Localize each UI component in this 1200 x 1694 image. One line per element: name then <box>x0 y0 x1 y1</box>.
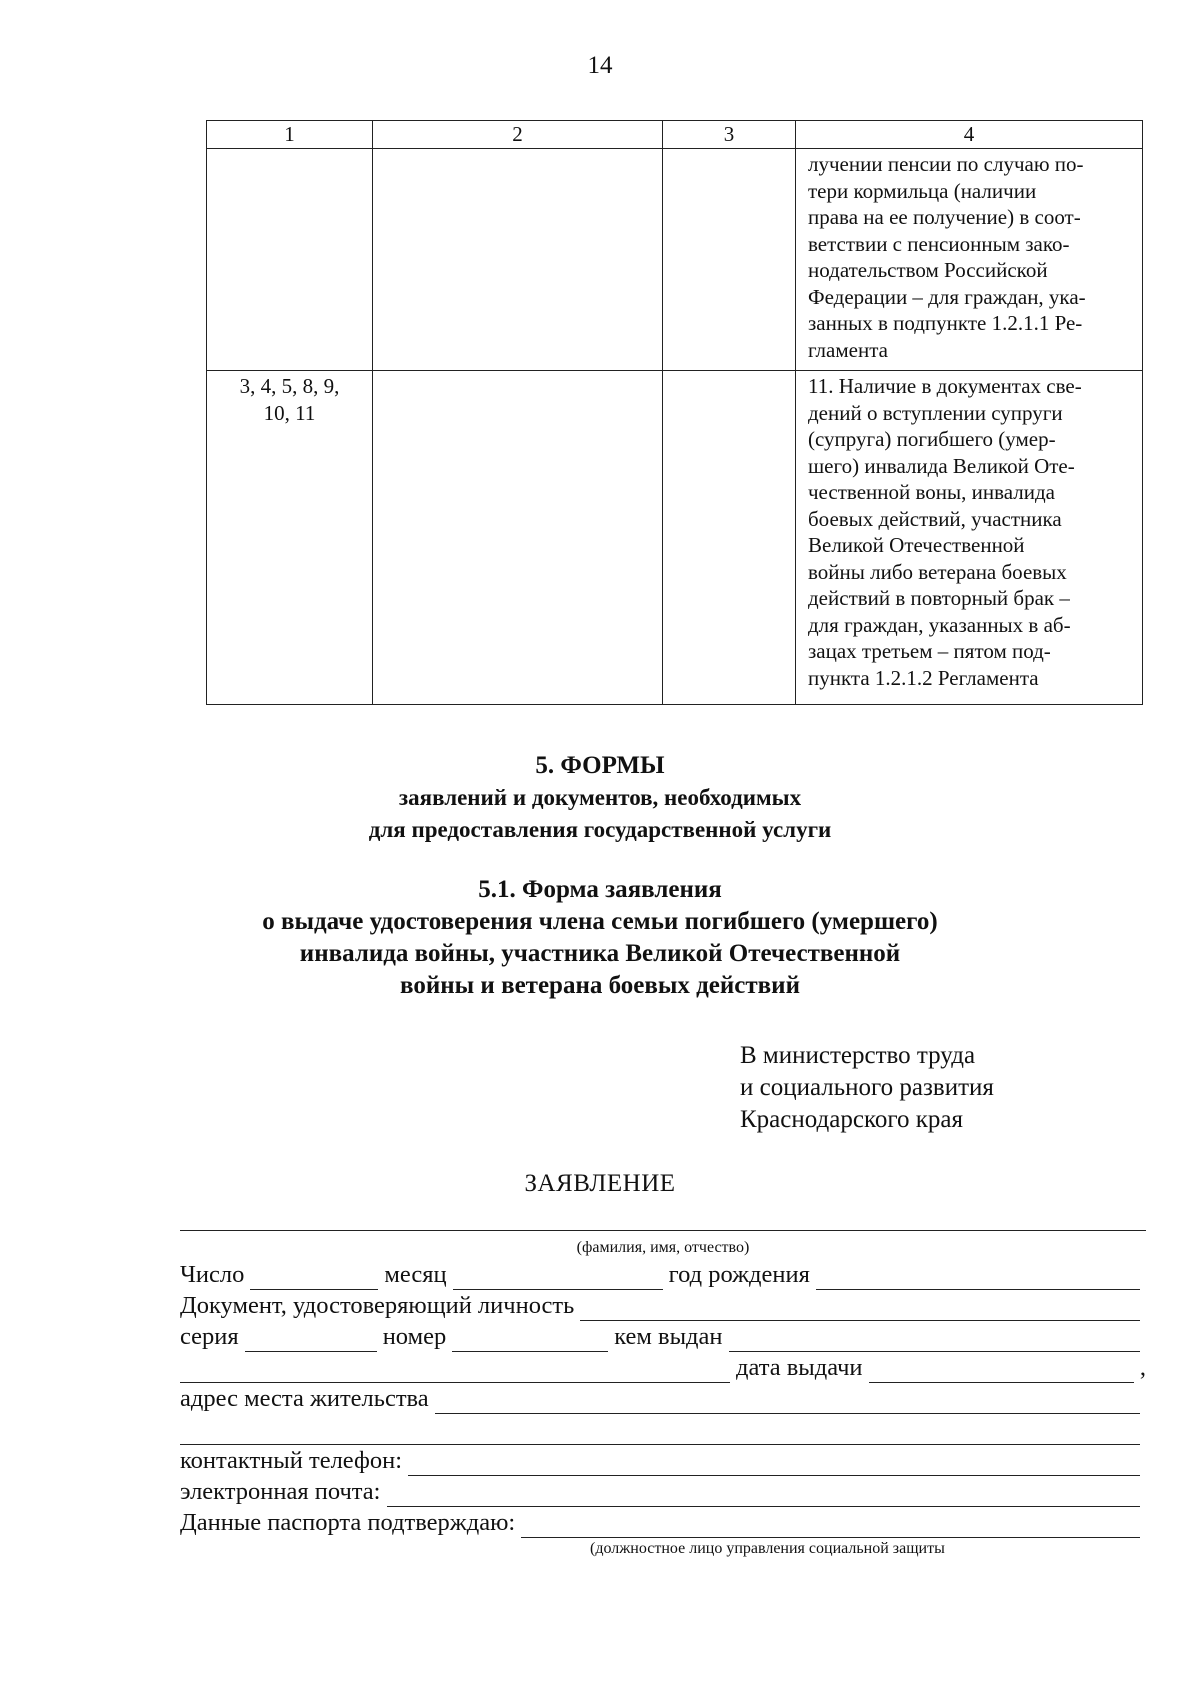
section-title: 5. ФОРМЫ <box>535 752 665 779</box>
cell-line: 11. Наличие в документах све- <box>808 374 1082 398</box>
id-document-row <box>180 1290 1146 1321</box>
issued-by-continuation-field[interactable] <box>180 1358 730 1383</box>
address-row <box>180 1383 1146 1414</box>
cell-line: занных в подпункте 1.2.1.1 Ре- <box>808 311 1083 335</box>
table-cell-requirement <box>796 371 1143 705</box>
address-field[interactable] <box>435 1389 1140 1414</box>
email-label: электронная почта: <box>180 1478 381 1505</box>
month-label: месяц <box>384 1261 447 1288</box>
phone-label: контактный телефон: <box>180 1447 403 1474</box>
passport-confirm-row <box>180 1507 1146 1538</box>
phone-row <box>180 1445 1146 1476</box>
issued-by-label: кем выдан <box>614 1323 723 1350</box>
cell-line: дений о вступлении супруги <box>808 400 1063 425</box>
table-header-cell: 1 <box>207 121 373 149</box>
table-cell <box>373 371 663 705</box>
cell-line: нодательством Российской <box>808 258 1048 282</box>
section-headings <box>0 750 1200 1002</box>
email-row <box>180 1476 1146 1507</box>
id-document-label: Документ, удостоверяющий личность <box>180 1292 575 1319</box>
official-caption: (должностное лицо управления социальной защиты <box>590 1540 945 1557</box>
page-number: 14 <box>587 52 613 79</box>
addressee-line: Краснодарского края <box>740 1106 963 1133</box>
issue-date-field[interactable] <box>869 1358 1134 1383</box>
phone-field[interactable] <box>408 1451 1140 1476</box>
cell-line: права на ее получение) в соот- <box>808 205 1081 229</box>
requirements-table <box>206 120 1143 705</box>
application-title: ЗАЯВЛЕНИЕ <box>524 1170 676 1197</box>
subsection-title: 5.1. Форма заявления <box>478 876 722 903</box>
section-subtitle: для предоставления государственной услуги <box>368 817 832 842</box>
cell-line: 10, 11 <box>263 400 316 425</box>
addressee-line: и социального развития <box>740 1074 994 1101</box>
issue-date-suffix: , <box>1139 1354 1146 1381</box>
table-cell <box>663 371 796 705</box>
table-header-cell: 3 <box>663 121 796 149</box>
section-subtitle: заявлений и документов, необходимых <box>398 785 802 810</box>
number-field[interactable] <box>452 1327 608 1352</box>
cell-line: Великой Отечественной <box>808 533 1025 557</box>
day-label: Число <box>180 1261 245 1288</box>
series-number-row <box>180 1321 1146 1352</box>
address-continuation-field[interactable] <box>180 1420 1140 1445</box>
table-cell-items <box>207 371 373 705</box>
cell-line: тери кормильца (наличии <box>808 178 1037 203</box>
year-label: год рождения <box>668 1261 810 1288</box>
address-continuation-row <box>180 1414 1146 1445</box>
cell-line: действий в повторный брак – <box>808 586 1070 610</box>
issued-by-field[interactable] <box>729 1327 1141 1352</box>
cell-line: (супруга) погибшего (умер- <box>808 427 1056 451</box>
table-row <box>207 149 1143 371</box>
cell-line: гламента <box>808 337 888 362</box>
number-label: номер <box>382 1323 447 1350</box>
cell-line: шего) инвалида Великой Оте- <box>808 453 1075 478</box>
day-field[interactable] <box>250 1265 378 1290</box>
application-form <box>180 1208 1146 1560</box>
cell-line: чественной воны, инвалида <box>808 480 1055 504</box>
series-label: серия <box>180 1323 239 1350</box>
cell-line: для граждан, указанных в аб- <box>808 612 1071 637</box>
full-name-caption: (фамилия, имя, отчество) <box>576 1239 750 1256</box>
table-cell <box>663 149 796 371</box>
cell-line: ветствии с пенсионным зако- <box>808 231 1070 256</box>
addressee-line: В министерство труда <box>740 1042 976 1069</box>
table-header-cell: 2 <box>373 121 663 149</box>
year-field[interactable] <box>816 1265 1140 1290</box>
subsection-line: войны и ветерана боевых действий <box>400 972 800 999</box>
cell-line: 3, 4, 5, 8, 9, <box>239 374 340 398</box>
subsection-line: инвалида войны, участника Великой Отечественной <box>299 940 901 967</box>
birth-date-row <box>180 1259 1146 1290</box>
cell-line: Федерации – для граждан, ука- <box>808 284 1086 309</box>
table-header-row <box>207 121 1143 149</box>
table-cell <box>373 149 663 371</box>
subsection-line: о выдаче удостоверения члена семьи погибшего (умершего) <box>262 908 938 935</box>
series-field[interactable] <box>245 1327 377 1352</box>
cell-line: боевых действий, участника <box>808 506 1062 531</box>
issue-date-row <box>180 1352 1146 1383</box>
cell-line: зацах третьем – пятом под- <box>808 639 1051 663</box>
cell-line: пункта 1.2.1.2 Регламента <box>808 665 1039 690</box>
email-field[interactable] <box>387 1482 1141 1507</box>
address-label: адрес места жительства <box>180 1385 429 1412</box>
table-header-cell: 4 <box>796 121 1143 149</box>
issue-date-label: дата выдачи <box>736 1354 863 1381</box>
cell-line: войны либо ветерана боевых <box>808 559 1067 584</box>
official-signature-field[interactable] <box>521 1513 1140 1538</box>
table-cell <box>207 149 373 371</box>
table-row <box>207 371 1143 705</box>
full-name-field[interactable] <box>180 1208 1146 1231</box>
cell-line: лучении пенсии по случаю по- <box>808 152 1084 176</box>
id-document-field[interactable] <box>580 1296 1140 1321</box>
month-field[interactable] <box>453 1265 663 1290</box>
passport-confirm-label: Данные паспорта подтверждаю: <box>180 1509 516 1536</box>
addressee-block <box>740 1040 994 1136</box>
table-cell-requirement <box>796 149 1143 371</box>
